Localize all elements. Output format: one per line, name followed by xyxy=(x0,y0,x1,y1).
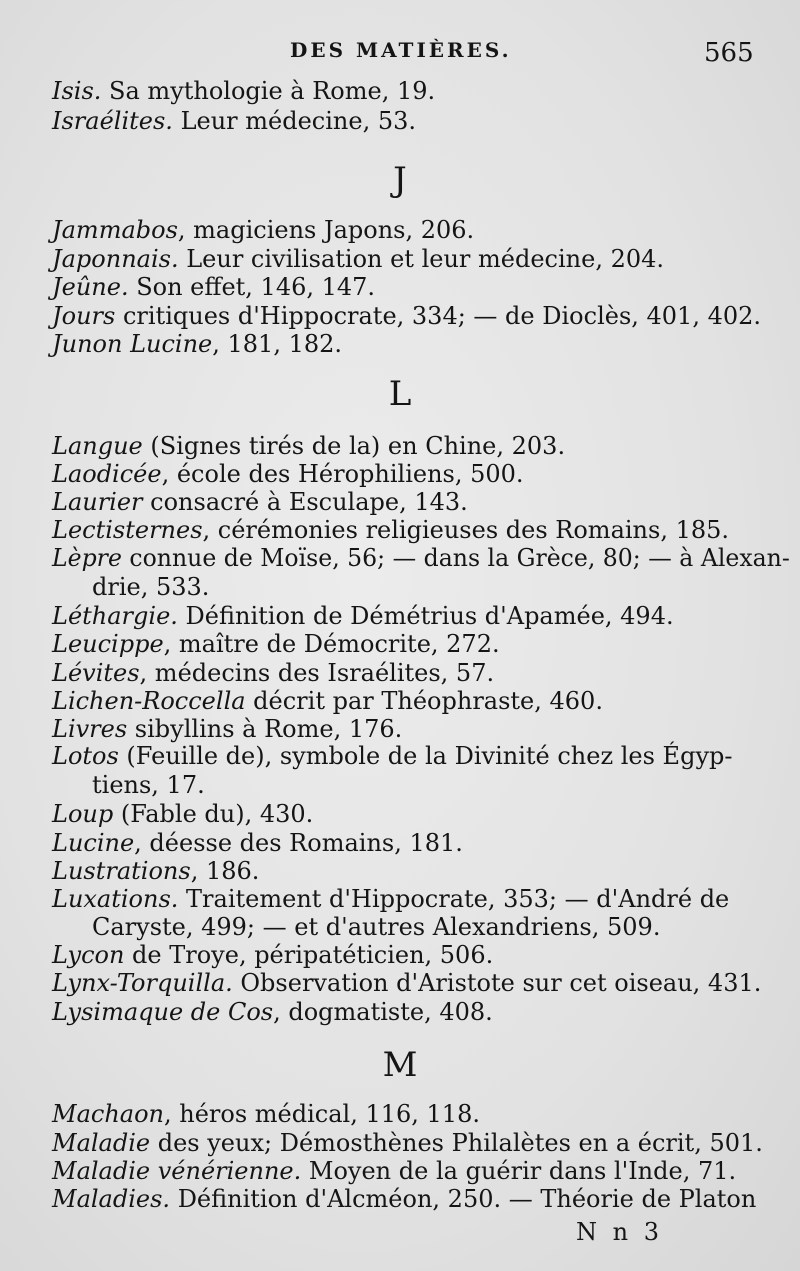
index-entry xyxy=(52,1157,736,1186)
entry-text: , 186. xyxy=(190,857,260,885)
index-entry xyxy=(52,969,761,998)
entry-term: Lysimaque de Cos xyxy=(52,998,274,1026)
index-entry xyxy=(52,77,435,106)
index-entry xyxy=(52,245,664,274)
entry-term: Lèpre xyxy=(52,544,122,572)
entry-text: Sa mythologie à Rome, 19. xyxy=(101,77,436,105)
entry-text: , école des Hérophiliens, 500. xyxy=(161,460,524,488)
entry-term: Junon Lucine xyxy=(52,330,213,358)
signature-mark: N n 3 xyxy=(576,1218,663,1246)
index-entry xyxy=(52,330,342,359)
entry-text: , déesse des Romains, 181. xyxy=(134,829,463,857)
entry-term: Maladie vénérienne. xyxy=(52,1157,302,1185)
entry-term: Laurier xyxy=(52,488,143,516)
entry-text: de Troye, péripatéticien, 506. xyxy=(124,941,494,969)
entry-text: (Feuille de), symbole de la Divinité chez les Égyp- xyxy=(118,742,733,770)
entry-text: critiques d'Hippocrate, 334; — de Dioclès, 401, 402. xyxy=(115,302,762,330)
entry-term: Jammabos xyxy=(52,216,178,244)
entry-text: Son effet, 146, 147. xyxy=(128,273,376,301)
page-number: 565 xyxy=(704,38,754,68)
entry-continuation: Caryste, 499; — et d'autres Alexandriens, 509. xyxy=(92,913,661,941)
entry-text: , maître de Démocrite, 272. xyxy=(163,630,500,658)
entry-text: , cérémonies religieuses des Romains, 185. xyxy=(202,516,730,544)
entry-term: Lichen-Roccella xyxy=(52,687,246,715)
section-letter-l: L xyxy=(388,374,412,414)
index-entry xyxy=(52,857,259,886)
entry-term: Machaon xyxy=(52,1100,164,1128)
entry-text: , 181, 182. xyxy=(212,330,343,358)
entry-text: (Fable du), 430. xyxy=(113,800,314,828)
index-entry xyxy=(52,829,463,858)
entry-term: Lectisternes xyxy=(52,516,203,544)
index-entry xyxy=(52,742,732,771)
entry-text: , héros médical, 116, 118. xyxy=(164,1100,480,1128)
index-entry xyxy=(52,1100,480,1129)
entry-text: Leur civilisation et leur médecine, 204. xyxy=(178,245,665,273)
entry-term: Langue xyxy=(52,432,143,460)
entry-text: , médecins des Israélites, 57. xyxy=(139,659,495,687)
index-entry xyxy=(52,216,474,245)
section-letter-m: M xyxy=(382,1045,418,1085)
entry-text: Moyen de la guérir dans l'Inde, 71. xyxy=(301,1157,737,1185)
index-entry xyxy=(52,432,565,461)
entry-text: Définition de Démétrius d'Apamée, 494. xyxy=(177,602,674,630)
entry-text: (Signes tirés de la) en Chine, 203. xyxy=(142,432,566,460)
entry-text: , dogmatiste, 408. xyxy=(273,998,493,1026)
entry-term: Loup xyxy=(52,800,114,828)
entry-term: Lévites xyxy=(52,659,140,687)
index-entry xyxy=(52,800,313,829)
entry-continuation: drie, 533. xyxy=(92,573,210,601)
index-entry xyxy=(52,460,524,489)
entry-term: Léthargie. xyxy=(52,602,178,630)
entry-term: Japonnais. xyxy=(52,245,179,273)
entry-term: Jours xyxy=(52,302,116,330)
entry-term: Maladie xyxy=(52,1129,151,1157)
entry-text: Traitement d'Hippocrate, 353; — d'André de xyxy=(178,885,730,913)
running-head: DES MATIÈRES. xyxy=(290,38,512,62)
entry-term: Lustrations xyxy=(52,857,191,885)
entry-text: connue de Moïse, 56; — dans la Grèce, 80; — à Alexan- xyxy=(121,544,790,572)
index-entry xyxy=(52,687,603,716)
index-entry xyxy=(52,1185,756,1214)
index-entry xyxy=(52,715,402,744)
index-entry xyxy=(52,273,375,302)
entry-term: Laodicée xyxy=(52,460,162,488)
entry-term: Isis. xyxy=(52,77,102,105)
entry-text: consacré à Esculape, 143. xyxy=(142,488,468,516)
entry-term: Lynx-Torquilla. xyxy=(52,969,233,997)
index-entry xyxy=(52,1129,763,1158)
index-entry xyxy=(52,107,416,136)
section-letter-j: J xyxy=(393,160,407,200)
index-entry xyxy=(52,998,493,1027)
entry-term: Lotos xyxy=(52,742,119,770)
index-entry xyxy=(52,544,790,573)
index-entry xyxy=(52,659,494,688)
entry-continuation: tiens, 17. xyxy=(92,771,205,799)
entry-text: décrit par Théophraste, 460. xyxy=(245,687,603,715)
entry-term: Luxations. xyxy=(52,885,179,913)
entry-term: Jeûne. xyxy=(52,273,129,301)
index-entry xyxy=(52,630,500,659)
entry-term: Lucine xyxy=(52,829,135,857)
index-entry xyxy=(52,602,674,631)
entry-term: Leucippe xyxy=(52,630,164,658)
index-entry xyxy=(52,885,729,914)
entry-text: Observation d'Aristote sur cet oiseau, 431. xyxy=(232,969,762,997)
entry-text: des yeux; Démosthènes Philalètes en a écrit, 501. xyxy=(150,1129,763,1157)
entry-term: Israélites. xyxy=(52,107,173,135)
entry-term: Lycon xyxy=(52,941,125,969)
index-entry xyxy=(52,516,729,545)
entry-text: Leur médecine, 53. xyxy=(172,107,416,135)
entry-text: Définition d'Alcméon, 250. — Théorie de Platon xyxy=(170,1185,757,1213)
entry-term: Maladies. xyxy=(52,1185,171,1213)
index-entry xyxy=(52,488,468,517)
index-entry xyxy=(52,302,761,331)
index-entry xyxy=(52,941,493,970)
entry-term: Livres xyxy=(52,715,128,743)
entry-text: sibyllins à Rome, 176. xyxy=(127,715,403,743)
entry-text: , magiciens Japons, 206. xyxy=(177,216,475,244)
